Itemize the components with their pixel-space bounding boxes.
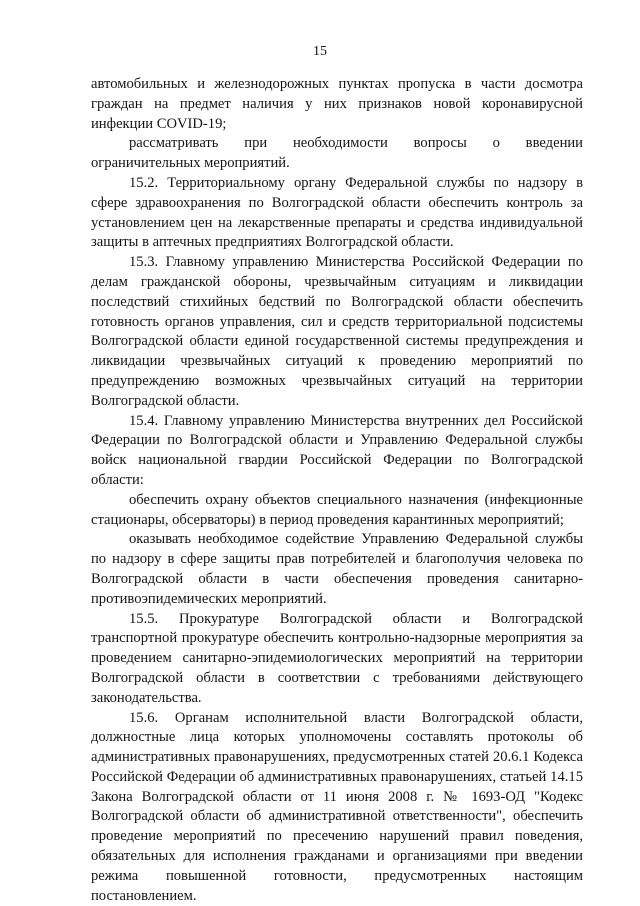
paragraph: 15.6. Органам исполнительной власти Волгоградской области, должностные лица которых уполномочены составлять протоколы об административных правонарушениях, предусмотренных статей 20.6.1 Кодекса Российской Федерации об административных правонарушениях, статьей 14.15 Закона Волгоградской области от 11 июня 2008 г. № 1693-ОД "Кодекс Волгоградской области об административной ответственности", обеспечить проведение мероприятий по пресечению нарушений правил поведения, обязательных для исполнения гражданами и организациями при введении режима повышенной готовности, предусмотренных настоящим постановлением. (91, 709, 583, 906)
page-number: 15 (0, 44, 640, 60)
paragraph: рассматривать при необходимости вопросы о введении ограничительных мероприятий. (91, 134, 583, 174)
paragraph: 15.2. Территориальному органу Федеральной службы по надзору в сфере здравоохранения по Волгоградской области обеспечить контроль за установлением цен на лекарственные препараты и средства индивидуальной защиты в аптечных предприятиях Волгоградской области. (91, 174, 583, 253)
document-body (91, 75, 583, 906)
paragraph: 15.5. Прокуратуре Волгоградской области и Волгоградской транспортной прокуратуре обеспечить контрольно-надзорные мероприятия за проведением санитарно-эпидемиологических мероприятий на территории Волгоградской области в соответствии с требованиями действующего законодательства. (91, 610, 583, 709)
paragraph: обеспечить охрану объектов специального назначения (инфекционные стационары, обсерваторы) в период проведения карантинных мероприятий; (91, 491, 583, 531)
paragraph: оказывать необходимое содействие Управлению Федеральной службы по надзору в сфере защиты прав потребителей и благополучия человека по Волгоградской области в части обеспечения проведения санитарно-противоэпидемических мероприятий. (91, 530, 583, 609)
paragraph: 15.3. Главному управлению Министерства Российской Федерации по делам гражданской обороны, чрезвычайным ситуациям и ликвидации последствий стихийных бедствий по Волгоградской области обеспечить готовность органов управления, сил и средств территориальной подсистемы Волгоградской области единой государственной системы предупреждения и ликвидации чрезвычайных ситуаций к проведению мероприятий по предупреждению возможных чрезвычайных ситуаций на территории Волгоградской области. (91, 253, 583, 411)
paragraph: автомобильных и железнодорожных пунктах пропуска в части досмотра граждан на предмет наличия у них признаков новой коронавирусной инфекции COVID-19; (91, 75, 583, 134)
paragraph: 15.4. Главному управлению Министерства внутренних дел Российской Федерации по Волгоградской области и Управлению Федеральной службы войск национальной гвардии Российской Федерации по Волгоградской области: (91, 412, 583, 491)
